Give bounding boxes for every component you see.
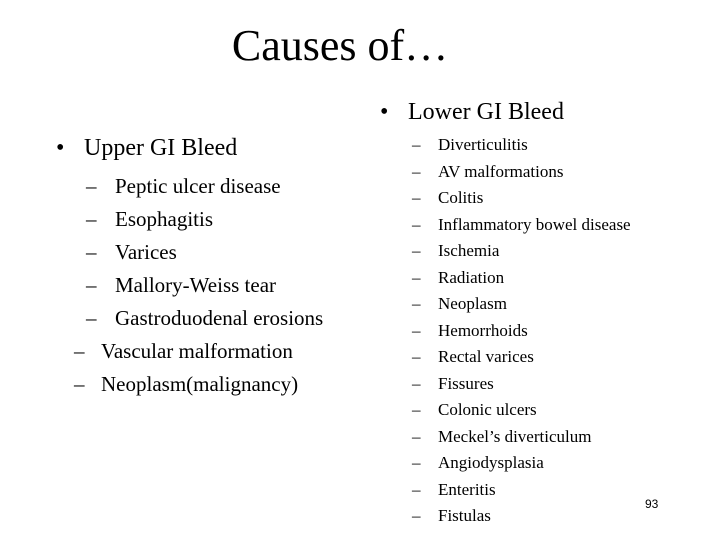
list-item-label: AV malformations [438,161,564,181]
dash-icon: – [412,479,421,499]
dash-icon: – [412,188,421,207]
list-item-label: Fistulas [438,506,491,525]
bullet-icon: • [380,99,389,125]
list-item [86,203,356,236]
list-item-label: Colitis [438,188,484,207]
dash-icon: – [74,372,85,396]
list-item-label: Diverticulitis [438,135,528,154]
list-item [86,302,356,335]
list-item [412,212,700,239]
dash-icon: – [412,294,421,313]
page-number: 93 [645,497,659,511]
list-item-label: Inflammatory bowel disease [438,214,631,234]
dash-icon: – [412,161,421,181]
dash-icon: – [412,373,421,393]
bullet-icon: • [56,135,65,161]
dash-icon: – [412,241,421,260]
dash-icon: – [86,273,97,297]
list-item-label: Rectal varices [438,347,534,366]
list-item [412,424,700,451]
dash-icon: – [86,240,97,264]
list-item [412,238,700,265]
dash-icon: – [412,267,421,287]
list-item [412,397,700,424]
list-item-label: Colonic ulcers [438,400,537,419]
list-item [412,318,700,345]
dash-icon: – [86,207,97,231]
list-item-label: Angiodysplasia [438,453,544,472]
upper-gi-section [56,130,356,401]
dash-icon: – [412,506,421,525]
upper-gi-heading-row [56,130,356,166]
list-item-label: Esophagitis [115,207,213,231]
dash-icon: – [412,453,421,472]
dash-icon: – [412,426,421,446]
list-item-label: Gastroduodenal erosions [115,306,324,330]
list-item [412,344,700,371]
upper-gi-list [74,170,356,401]
list-item [86,269,356,302]
dash-icon: – [412,400,421,419]
list-item [74,335,356,368]
lower-gi-heading-row [380,96,700,128]
dash-icon: – [412,347,421,366]
list-item [412,371,700,398]
list-item-label: Ischemia [438,241,500,260]
dash-icon: – [86,174,97,198]
list-item-label: Enteritis [438,479,496,499]
list-item-label: Fissures [438,373,494,393]
list-item-label: Radiation [438,267,505,287]
list-item [412,265,700,292]
list-item [412,450,700,477]
list-item-label: Meckel’s diverticulum [438,426,592,446]
list-item [412,159,700,186]
dash-icon: – [412,214,421,234]
list-item-label: Peptic ulcer disease [115,174,281,198]
list-item [74,368,356,401]
dash-icon: – [412,320,421,340]
list-item-label: Vascular malformation [101,339,293,363]
list-item-label: Hemorrhoids [438,320,528,340]
list-item [412,185,700,212]
list-item [86,170,356,203]
dash-icon: – [74,339,85,363]
dash-icon: – [412,135,421,154]
list-item-label: Mallory-Weiss tear [115,273,277,297]
dash-icon: – [86,306,97,330]
lower-gi-heading: Lower GI Bleed [408,99,564,125]
lower-gi-section [380,96,700,530]
list-item-label: Neoplasm [438,294,507,313]
lower-gi-list [412,132,700,530]
upper-gi-heading: Upper GI Bleed [84,135,238,161]
slide-title: Causes of… [231,21,449,70]
list-item [412,291,700,318]
list-item-label: Varices [115,240,177,264]
list-item [86,236,356,269]
list-item-label: Neoplasm(malignancy) [101,372,299,396]
list-item [412,132,700,159]
